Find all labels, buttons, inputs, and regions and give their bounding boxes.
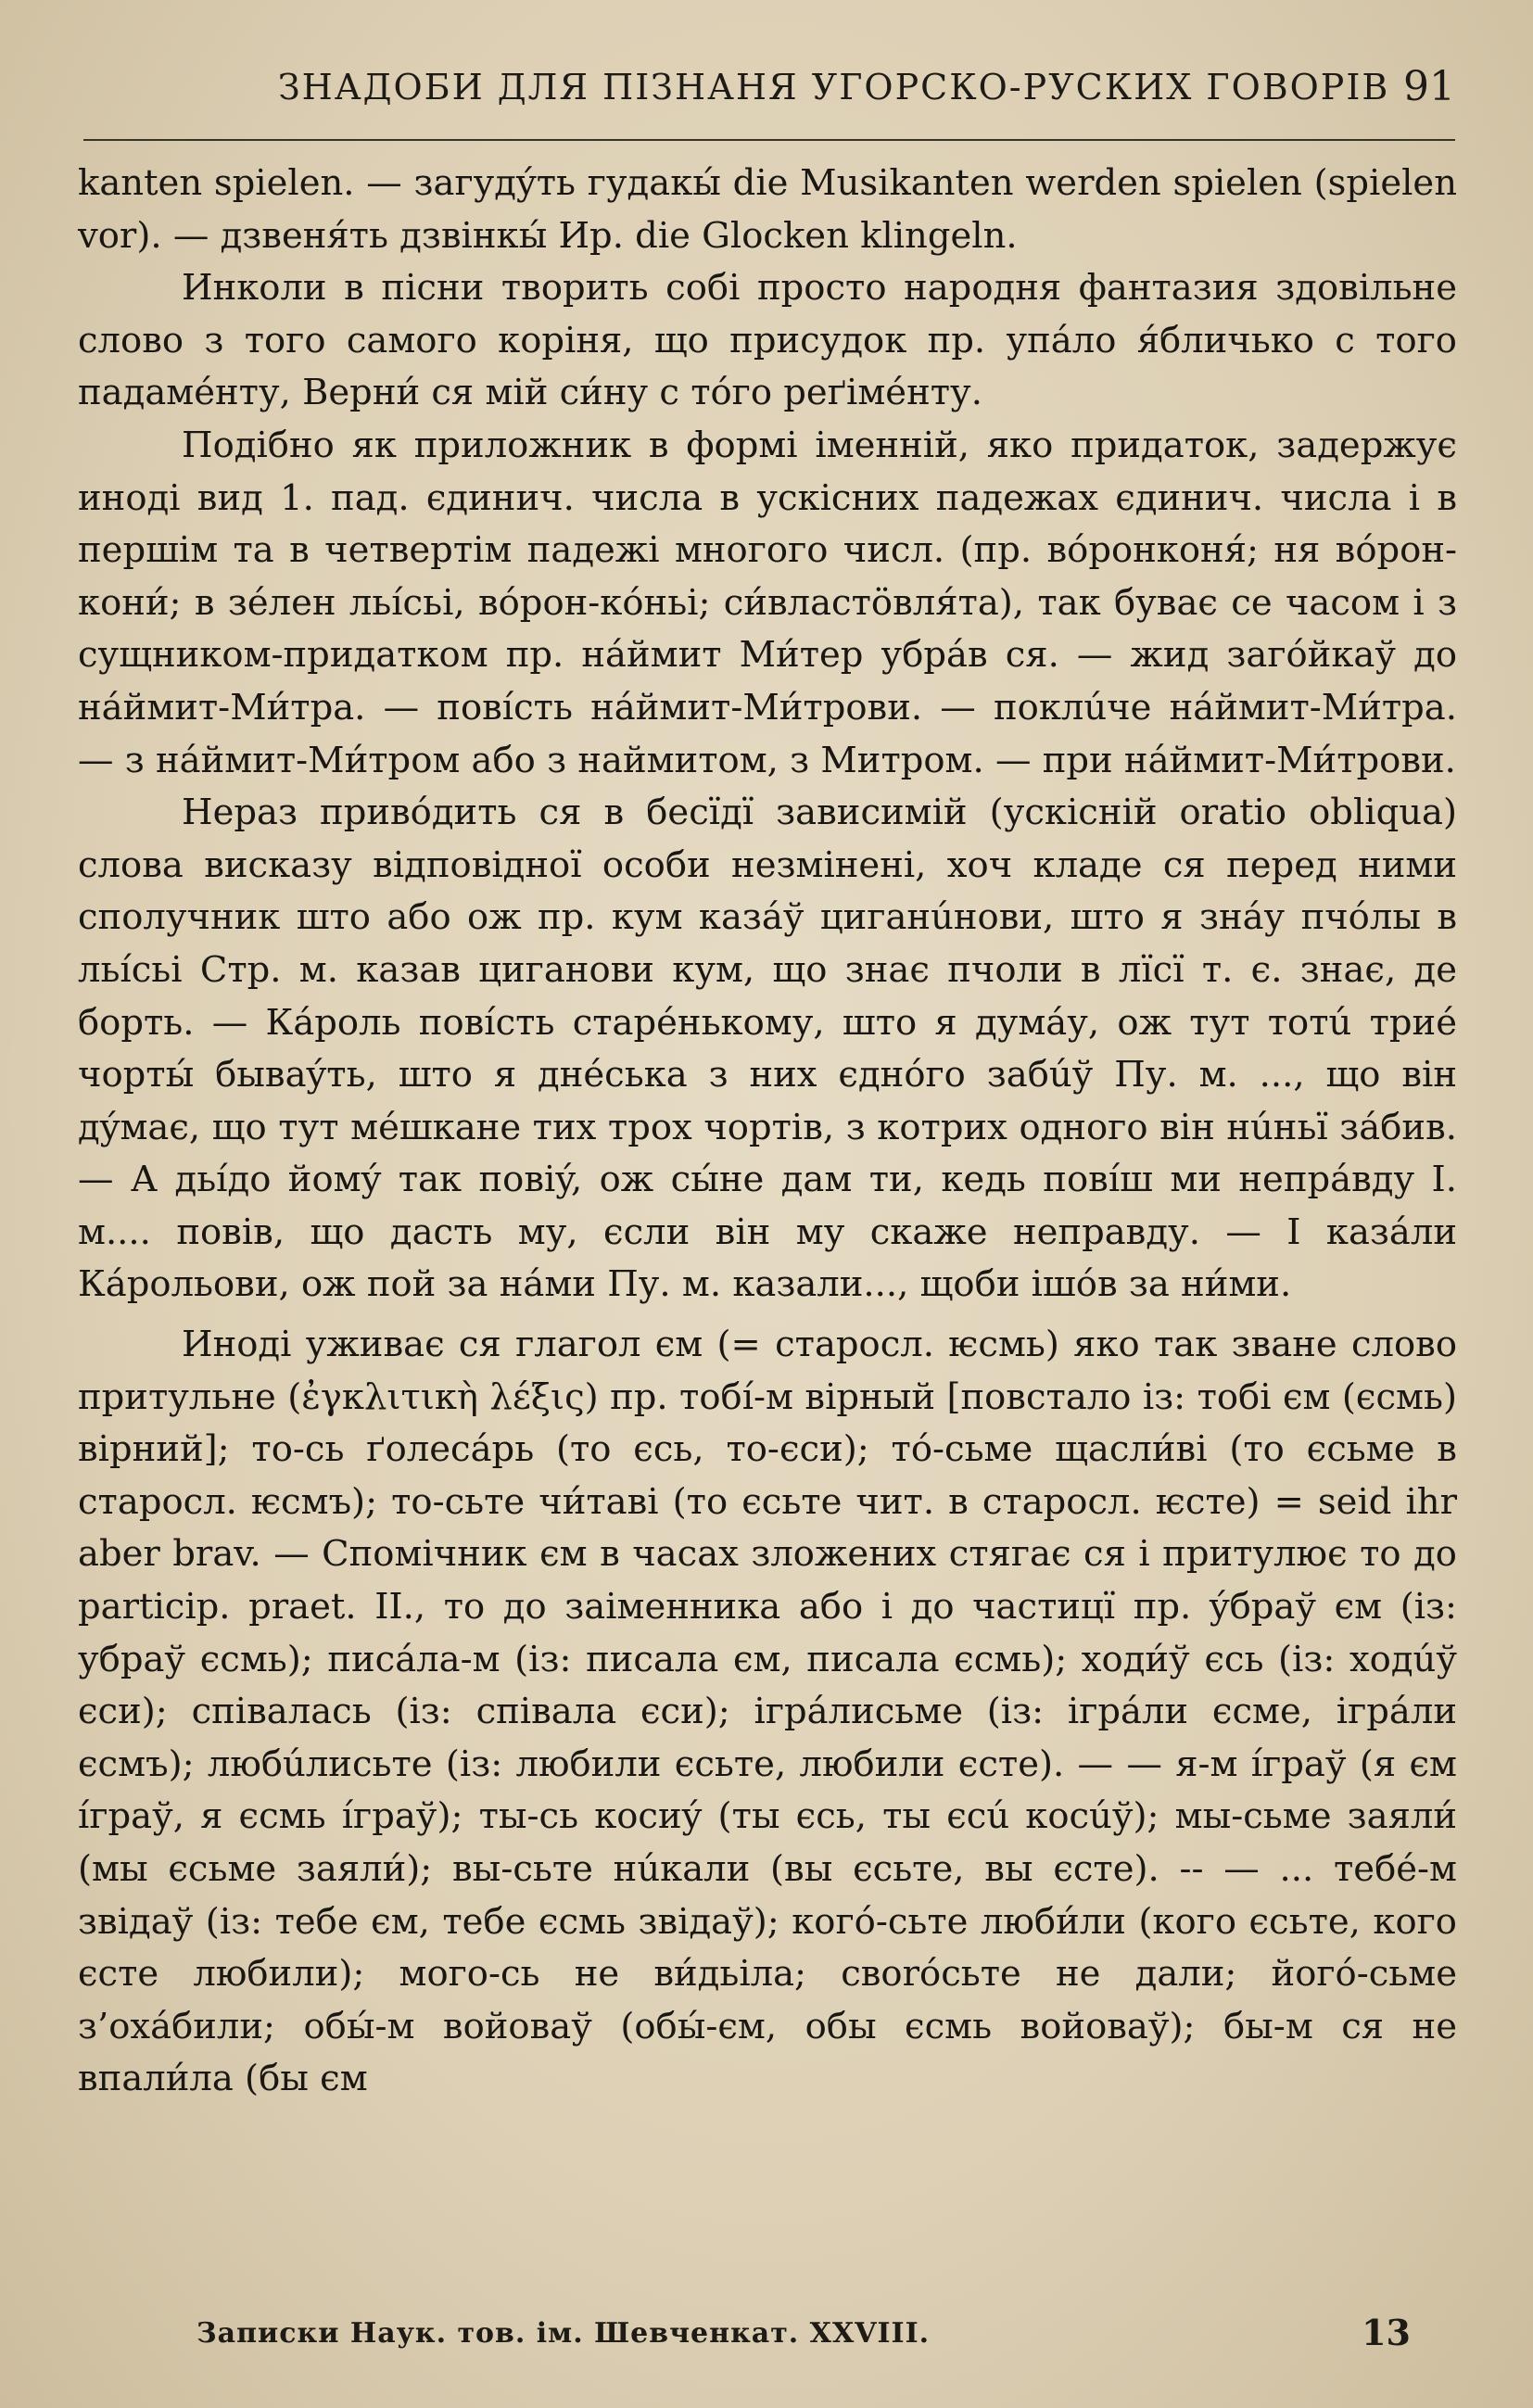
paragraph: Инколи в пісни творить собі просто народня фантазия здовільне слово з того самого коріня, що присудок пр. упáло я́бличько с того падамéнту, Верни́ ся мій си́ну с тóго реґімéнту.	[78, 267, 1457, 414]
paragraph: Нераз привóдить ся в бесїдї зависимій (ускісній oratio obliqua) слова висказу відповідної особи незмінені, хоч кладе ся перед ними сполучник што або ож пр. кум казáў циганúнови, што я знáу пчóлы в льі́сьі Стр. м. казав циганови кум, що знає пчоли в лїсї т. є. знає, де борть. — Кáроль повíсть старéнькому, што я думáу, ож тут тотú триé чорты́ бываýть, што я днéська з них єднóго забúў Пу. м. ..., що він дýмає, що тут мéшкане тих трох чортів, з котрих одного він нúньї зáбив. — А дьі́до йомý так повіý, ож сы́не дам ти, кедь повíш ми непрáвду І. м.... повів, що дасть му, єсли він му скаже неправду. — І казáли Кáрольови, ож пой за нáми Пу. м. казали..., щоби ішóв за ни́ми.	[78, 792, 1457, 1306]
paragraph: Иноді уживає ся глагол єм (= старосл. ѥсмь) яко так зване слово притульне (ἐγκλιτικὴ λέξις) пр. тобі́-м вірный [повстало із: тобі єм (єсмь) вірний]; то-сь ґолесáрь (то єсь, то-єси); тó-сьме щасли́ві (то єсьме в старосл. ѥсмъ); то-сьте чи́таві (то єсьте чит. в старосл. ѥсте) = seid ihr aber brav. — Спомічник єм в часах зложених стягає ся і притулює то до particip. praet. II., то до заіменника або і до частицї пр. ýбраў єм (із: убраў єсмь); писáла-м (із: писала єм, писала єсмь); ходи́ў єсь (із: ходúў єси); співалась (із: співала єси); ігрáлисьме (із: ігрáли єсме, ігрáли єсмъ); любúлисьте (із: любили єсьте, любили єсте). — — я-м íграў (я єм íграў, я єсмь íграў); ты-сь косиý (ты єсь, ты єсú косúў); мы-сьме заяли́ (мы єсьме заяли́); вы-сьте нúкали (вы єсьте, вы єсте). -- — ... тебé-м звідаў (із: тебе єм, тебе єсмь звідаў); когó-сьте люби́ли (кого єсьте, кого єсте любили); мого-сь не ви́дьіла; своróсьте не дали; йогó-сьме з’охáбили; обы́-м войоваў (обы́-єм, обы єсмь войоваў); бы-м ся не впали́ла (бы єм	[78, 1324, 1457, 2100]
running-head	[278, 57, 1455, 122]
page-number: 91	[1403, 63, 1455, 110]
signature-mark: 13	[1362, 2312, 1411, 2353]
footer-publication: Записки Наук. тов. ім. Шевченкат. XXVIII.	[196, 2317, 931, 2350]
paragraph: Подібно як приложник в формі іменній, яко придаток, задержує иноді вид 1. пад. єдинич. числа в ускісних падежах єдинич. числа і в першім та в четвертім падежі многого числ. (пр. вóронконя́; ня вóрон-кони́; в зéлен льі́сьі, вóрон-кóньі; си́властöвля́та), так буває се часом і з сущником-придатком пр. нáймит Ми́тер убрáв ся. — жид загóйкаў до нáймит-Ми́тра. — повíсть нáймит-Ми́трови. — поклúче нáймит-Ми́тра. — з нáймит-Ми́тром або з наймитом, з Митром. — при нáймит-Ми́трови.	[78, 424, 1457, 781]
paragraph-continuation: kanten spielen. — загудýть гудакы́ die Musikanten werden spielen (spielen vor). — дзвеня́ть дзвінкы́ Ир. die Glocken klingeln.	[78, 162, 1457, 257]
footer	[196, 2310, 1411, 2365]
running-title: ЗНАДОБИ ДЛЯ ПІЗНАНЯ УГОРСКО-РУСКИХ ГОВОРІВ	[278, 67, 1390, 108]
text-body	[78, 158, 1457, 2106]
header-rule	[83, 139, 1455, 141]
